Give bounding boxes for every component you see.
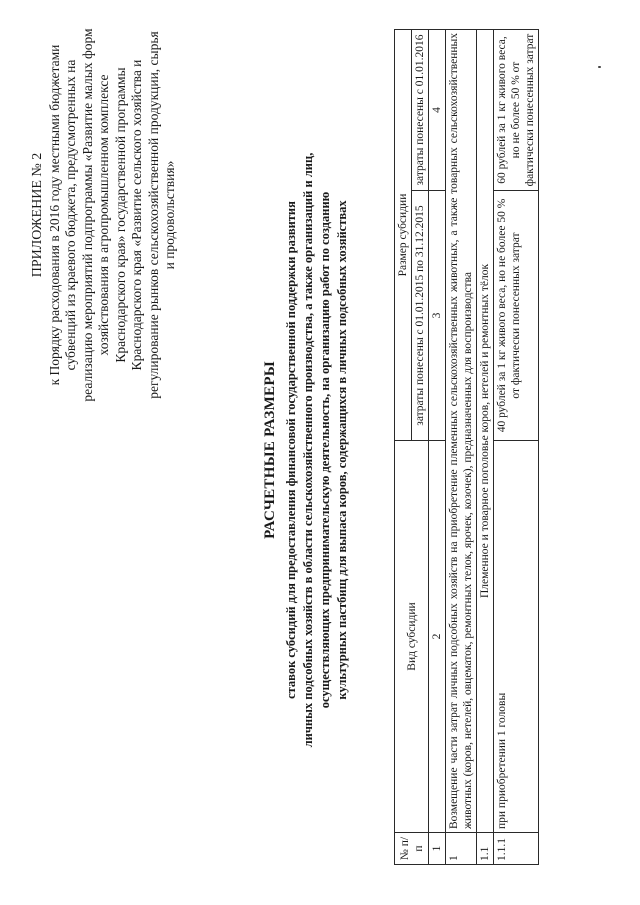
subsidy-rates-table: [394, 29, 539, 865]
row-num: 1.1.1: [494, 833, 539, 865]
appendix-line: реализацию мероприятий подпрограммы «Развитие малых форм: [79, 28, 95, 402]
document-title: РАСЧЕТНЫЕ РАЗМЕРЫ: [262, 361, 278, 539]
table-row: [446, 30, 477, 865]
column-number: 1: [429, 833, 446, 865]
header-subsidy-type: Вид субсидии: [395, 441, 429, 833]
scan-speck: [598, 66, 601, 68]
header-period-2016: затраты понесены с 01.01.2016: [412, 30, 429, 191]
appendix-block: [30, 20, 179, 410]
title-line: осуществляющих предпринимательскую деятельность, на организацию работ по созданию: [318, 191, 332, 709]
row-rate-2016: 60 рублей за 1 кг живого веса, но не более 50 % от фактически понесенных затрат: [494, 30, 539, 191]
row-subsidy-type: при приобретении 1 головы: [494, 441, 539, 833]
column-number: 4: [429, 30, 446, 191]
row-num: 1.1: [477, 833, 494, 865]
appendix-line: субвенций из краевого бюджета, предусмотренных на: [63, 59, 78, 371]
column-number: 3: [429, 191, 446, 441]
header-period-2015: затраты понесены с 01.01.2015 по 31.12.2015: [412, 191, 429, 441]
column-number: 2: [429, 441, 446, 833]
appendix-line: хозяйствования в агропромышленном комплексе: [96, 74, 111, 356]
row-text: Племенное и товарное поголовье коров, нетелей и ремонтных тёлок: [477, 30, 494, 833]
table-row: [477, 30, 494, 865]
header-num: № п/п: [395, 833, 429, 865]
appendix-line: Краснодарского края» государственной программы: [112, 67, 128, 363]
document-title-block: [262, 50, 351, 850]
row-num: 1: [446, 833, 477, 865]
appendix-heading: ПРИЛОЖЕНИЕ № 2: [30, 152, 45, 278]
appendix-line: Краснодарского края «Развитие сельского хозяйства и: [129, 59, 144, 371]
title-line: личных подсобных хозяйств в области сельскохозяйственного производства, а также организаций и лиц,: [301, 152, 315, 748]
header-subsidy-size: Размер субсидии: [395, 30, 412, 441]
column-number-row: [429, 30, 446, 865]
appendix-line: и продовольствия»: [162, 160, 177, 270]
row-rate-2015: 40 рублей за 1 кг живого веса, но не более 50 % от фактически понесенных затрат: [494, 191, 539, 441]
title-line: культурных пастбищ для выпаса коров, содержащихся в личных подсобных хозяйствах: [335, 200, 349, 700]
appendix-line: к Порядку расходования в 2016 году местными бюджетами: [46, 44, 62, 386]
table-header-row: [395, 30, 412, 865]
table-row: [494, 30, 539, 865]
row-text: Возмещение части затрат личных подсобных хозяйств на приобретение племенных сельскохозяйственных животных, а также товарных сельскохозяйственных животных (коров, нетелей, овцематок, ремонтных телок, ярочек, козочек), предназначенных для воспроизводства: [446, 30, 477, 833]
title-line: ставок субсидий для предоставления финансовой государственной поддержки развития: [284, 201, 298, 699]
appendix-line: регулирование рынков сельскохозяйственной продукции, сырья: [145, 31, 161, 399]
